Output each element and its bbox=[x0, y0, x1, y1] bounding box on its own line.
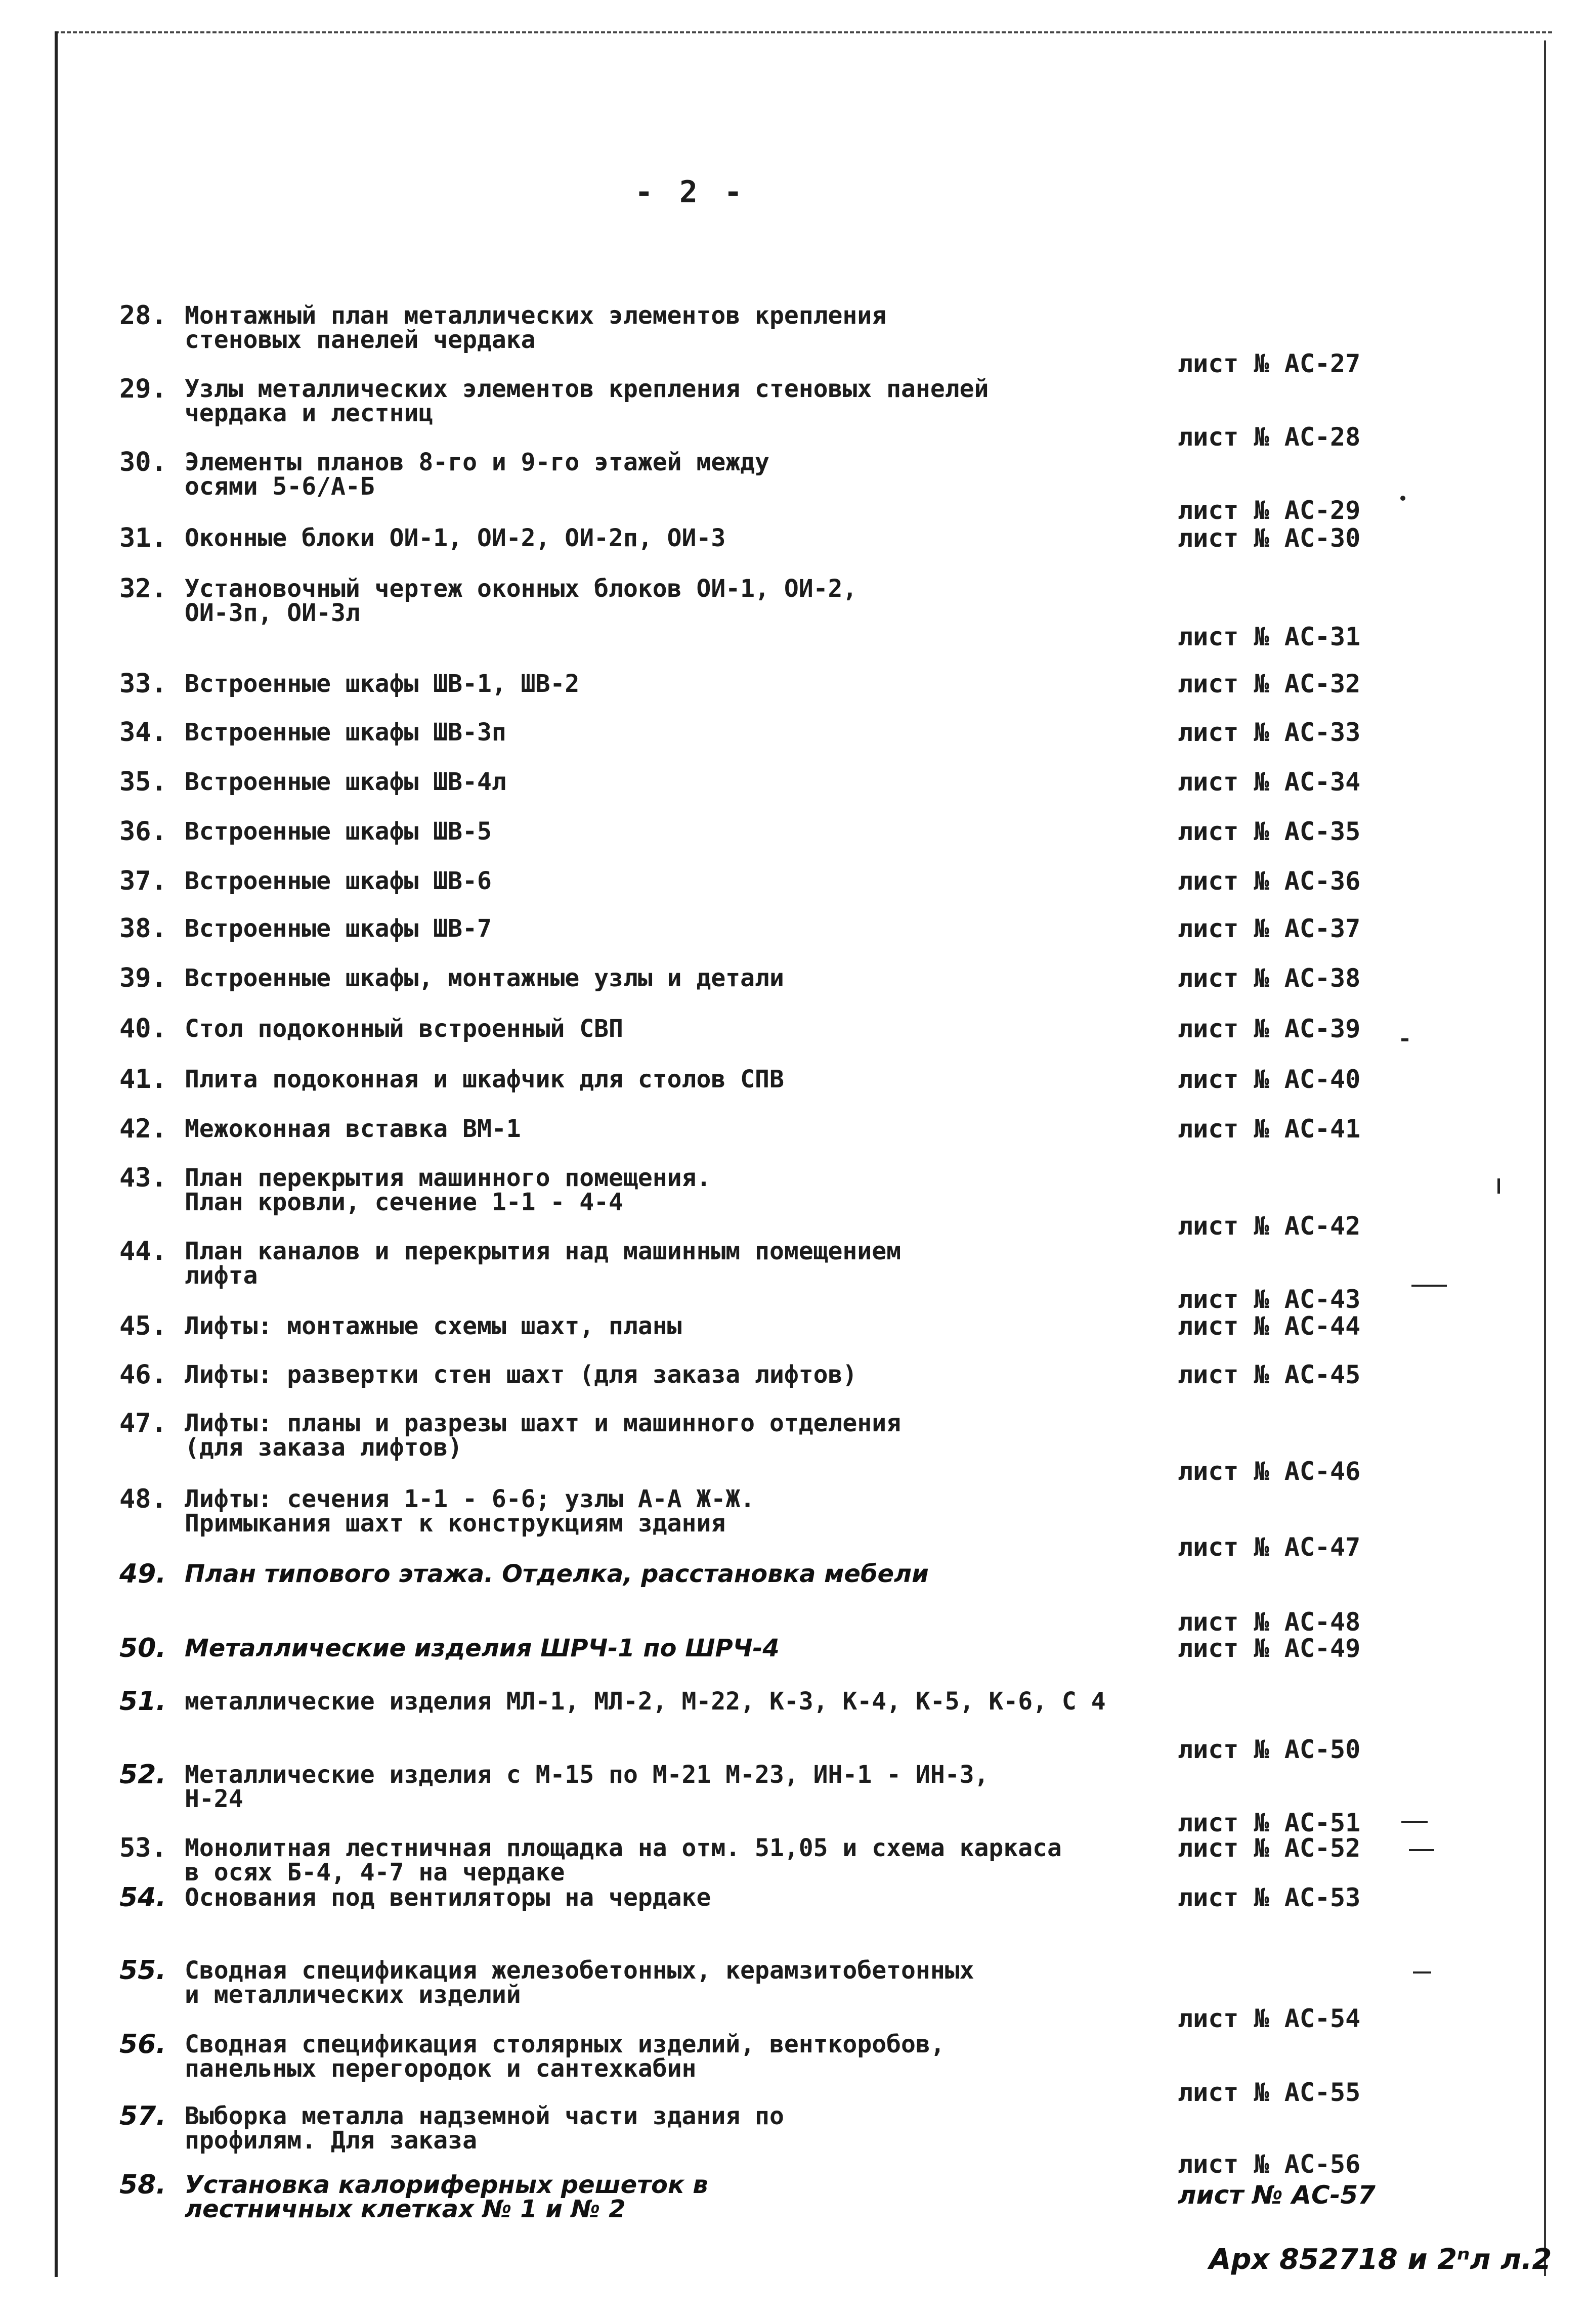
entry-number: 47. bbox=[119, 1408, 167, 1438]
entry-number: 56. bbox=[119, 2029, 166, 2059]
entry-number: 33. bbox=[119, 669, 167, 699]
entry-number: 40. bbox=[119, 1014, 167, 1044]
entry-title-line: Монолитная лестничная площадка на отм. 51,05 и схема каркаса bbox=[185, 1834, 1062, 1862]
entry-number: 44. bbox=[119, 1236, 167, 1266]
entry-title bbox=[185, 450, 1171, 499]
entry-title-line: Сводная спецификация железобетонных, керамзитобетонных bbox=[185, 1956, 974, 1985]
entry-number: 36. bbox=[119, 816, 167, 847]
entry-sheet-ref: лист № АС-34 bbox=[1178, 767, 1361, 797]
entry-title-line: Лифты: развертки стен шахт (для заказа лифтов) bbox=[185, 1361, 857, 1389]
entry-title-line: Металлические изделия с М-15 по М-21 М-23, ИН-1 - ИН-3, bbox=[185, 1761, 989, 1789]
entry-number: 30. bbox=[119, 447, 167, 477]
entry-title bbox=[185, 2032, 1171, 2081]
entry-sheet-ref: лист № АС-29 bbox=[1178, 496, 1361, 525]
entry-title bbox=[185, 966, 1171, 990]
entry-title bbox=[185, 1411, 1171, 1460]
entry-title-line: Встроенные шкафы, монтажные узлы и детали bbox=[185, 964, 784, 992]
entry-title bbox=[185, 1166, 1171, 1214]
scan-mark bbox=[1401, 1821, 1428, 1823]
entry-title bbox=[185, 1017, 1171, 1041]
entry-title bbox=[185, 1689, 1171, 1714]
entry-sheet-ref: лист № АС-55 bbox=[1178, 2078, 1361, 2107]
entry-title bbox=[185, 1562, 1171, 1586]
entry-sheet-ref: лист № АС-41 bbox=[1178, 1114, 1361, 1144]
entry-sheet-ref: лист № АС-30 bbox=[1178, 523, 1361, 553]
entry-title-line: Элементы планов 8-го и 9-го этажей между bbox=[185, 448, 769, 476]
entry-title bbox=[185, 1763, 1171, 1811]
entry-number: 29. bbox=[119, 374, 167, 404]
entry-sheet-ref: лист № АС-38 bbox=[1178, 963, 1361, 993]
entry-sheet-ref: лист № АС-28 bbox=[1178, 422, 1361, 452]
entry-title bbox=[185, 577, 1171, 625]
entry-title bbox=[185, 1834, 1171, 1887]
entry-sheet-ref: лист № АС-46 bbox=[1178, 1457, 1361, 1486]
entry-title-line: панельных перегородок и сантехкабин bbox=[185, 2054, 697, 2083]
entry-title-line: Встроенные шкафы ШВ-5 bbox=[185, 817, 492, 846]
entry-title bbox=[185, 1487, 1171, 1536]
entry-number: 46. bbox=[119, 1360, 167, 1390]
entry-title-line: Лифты: монтажные схемы шахт, планы bbox=[185, 1312, 682, 1340]
entry-title-line: металлические изделия МЛ-1, МЛ-2, М-22, К-3, К-4, К-5, К-6, С 4 bbox=[185, 1687, 1106, 1716]
entry-title bbox=[185, 377, 1171, 425]
entry-title-line: лестничных клетках № 1 и № 2 bbox=[185, 2195, 626, 2223]
entry-sheet-ref: лист № АС-31 bbox=[1178, 622, 1361, 651]
entry-number: 28. bbox=[119, 300, 167, 331]
entry-title-line: План перекрытия машинного помещения. bbox=[185, 1164, 711, 1192]
entry-sheet-ref: лист № АС-51 bbox=[1178, 1808, 1361, 1837]
entry-title-line: План каналов и перекрытия над машинным помещением bbox=[185, 1237, 902, 1265]
entry-title bbox=[185, 819, 1171, 844]
entry-title-line: Монтажный план металлических элементов крепления bbox=[185, 301, 887, 330]
entry-sheet-ref: лист № АС-49 bbox=[1178, 1634, 1361, 1663]
entry-title bbox=[185, 1067, 1171, 1091]
entry-number: 58. bbox=[119, 2170, 166, 2200]
entry-title-line: Встроенные шкафы ШВ-6 bbox=[185, 867, 492, 895]
entry-sheet-ref: лист № АС-35 bbox=[1178, 817, 1361, 846]
entry-title-line: План типового этажа. Отделка, расстановка мебели bbox=[185, 1560, 929, 1588]
entry-sheet-ref: лист № АС-43 bbox=[1178, 1285, 1361, 1314]
entry-title bbox=[185, 1885, 1171, 1910]
entry-title-line: Выборка металла надземной части здания по bbox=[185, 2102, 784, 2130]
entry-number: 41. bbox=[119, 1064, 167, 1094]
entry-title-line: чердака и лестниц bbox=[185, 399, 434, 427]
entry-number: 37. bbox=[119, 866, 167, 896]
entry-title-line: Сводная спецификация столярных изделий, венткоробов, bbox=[185, 2030, 945, 2058]
entry-number: 31. bbox=[119, 523, 167, 553]
entry-number: 55. bbox=[119, 1955, 166, 1986]
scan-mark bbox=[1409, 1849, 1434, 1851]
entry-title-line: профилям. Для заказа bbox=[185, 2126, 477, 2155]
entry-number: 34. bbox=[119, 717, 167, 748]
entry-number: 52. bbox=[119, 1760, 166, 1790]
entry-title-line: Металлические изделия ШРЧ-1 по ШРЧ-4 bbox=[185, 1634, 780, 1662]
entry-title bbox=[185, 869, 1171, 893]
entry-sheet-ref: лист № АС-47 bbox=[1178, 1532, 1361, 1562]
entry-title-line: ОИ-3п, ОИ-3л bbox=[185, 599, 360, 627]
entry-sheet-ref: лист № АС-48 bbox=[1178, 1607, 1361, 1637]
entry-sheet-ref: лист № АС-54 bbox=[1178, 2004, 1361, 2033]
archive-signature: Арх 852718 и 2ⁿл л.2 bbox=[1209, 2243, 1552, 2276]
entry-number: 51. bbox=[119, 1686, 166, 1717]
entry-title-line: Оконные блоки ОИ-1, ОИ-2, ОИ-2п, ОИ-3 bbox=[185, 524, 726, 552]
entry-sheet-ref: лист № АС-32 bbox=[1178, 669, 1361, 698]
entry-sheet-ref: лист № АС-52 bbox=[1178, 1833, 1361, 1863]
entry-title-line: Установочный чертеж оконных блоков ОИ-1, ОИ-2, bbox=[185, 575, 857, 603]
entry-title bbox=[185, 1636, 1171, 1660]
entry-sheet-ref: лист № АС-39 bbox=[1178, 1014, 1361, 1043]
entry-title bbox=[185, 303, 1171, 352]
entry-title bbox=[185, 718, 1171, 747]
entry-title bbox=[185, 526, 1171, 550]
scan-mark bbox=[1411, 1285, 1447, 1287]
entry-number: 48. bbox=[119, 1484, 167, 1514]
entry-title bbox=[185, 1117, 1171, 1141]
entry-sheet-ref: лист № АС-53 bbox=[1178, 1883, 1361, 1912]
entry-title-line: Лифты: сечения 1-1 - 6-6; узлы А-А Ж-Ж. bbox=[185, 1485, 755, 1513]
scan-mark bbox=[1497, 1178, 1500, 1194]
entry-title-line: Примыкания шахт к конструкциям здания bbox=[185, 1509, 726, 1538]
entry-title-line: Стол подоконный встроенный СВП bbox=[185, 1015, 623, 1043]
entry-title-line: Основания под вентиляторы на чердаке bbox=[185, 1883, 711, 1912]
entry-title-line: Узлы металлических элементов крепления стеновых панелей bbox=[185, 375, 989, 403]
entry-title-line: Н-24 bbox=[185, 1785, 243, 1813]
entry-title-line: в осях Б-4, 4-7 на чердаке bbox=[185, 1858, 565, 1887]
entry-title-line: Плита подоконная и шкафчик для столов СПВ bbox=[185, 1065, 784, 1093]
entry-sheet-ref: лист № АС-42 bbox=[1178, 1211, 1361, 1241]
entry-title bbox=[185, 1314, 1171, 1338]
entry-number: 32. bbox=[119, 574, 167, 604]
entry-sheet-ref: лист № АС-36 bbox=[1178, 866, 1361, 896]
entry-title bbox=[185, 1363, 1171, 1387]
entry-sheet-ref: лист № АС-27 bbox=[1178, 349, 1361, 378]
entry-sheet-ref: лист № АС-56 bbox=[1178, 2150, 1361, 2179]
entry-sheet-ref: лист № АС-57 bbox=[1178, 2180, 1376, 2210]
entry-title-line: Встроенные шкафы ШВ-4л bbox=[185, 768, 506, 796]
entry-number: 53. bbox=[119, 1833, 167, 1863]
entry-title-line: Встроенные шкафы ШВ-3п bbox=[185, 718, 506, 747]
entry-sheet-ref: лист № АС-50 bbox=[1178, 1735, 1361, 1764]
entry-title bbox=[185, 2104, 1171, 2153]
entry-title-line: Встроенные шкафы ШВ-7 bbox=[185, 914, 492, 943]
entry-number: 50. bbox=[119, 1633, 166, 1663]
entry-number: 42. bbox=[119, 1114, 167, 1144]
entry-number: 54. bbox=[119, 1882, 166, 1913]
entry-sheet-ref: лист № АС-33 bbox=[1178, 718, 1361, 747]
entry-sheet-ref: лист № АС-37 bbox=[1178, 914, 1361, 943]
entry-title-line: осями 5-6/А-Б bbox=[185, 472, 375, 501]
page-number: - 2 - bbox=[634, 174, 747, 210]
entry-number: 49. bbox=[119, 1559, 166, 1589]
entry-number: 43. bbox=[119, 1163, 167, 1193]
entry-title-line: лифта bbox=[185, 1261, 258, 1290]
entry-sheet-ref: лист № АС-45 bbox=[1178, 1360, 1361, 1389]
entry-number: 45. bbox=[119, 1311, 167, 1341]
scan-mark bbox=[1401, 1038, 1408, 1041]
entry-title-line: Установка калориферных решеток в bbox=[185, 2171, 708, 2199]
entry-title-line: и металлических изделий bbox=[185, 1981, 521, 2009]
entry-title-line: Встроенные шкафы ШВ-1, ШВ-2 bbox=[185, 670, 580, 698]
entry-title bbox=[185, 916, 1171, 941]
entry-title bbox=[185, 672, 1171, 696]
entry-number: 39. bbox=[119, 963, 167, 993]
entry-title-line: (для заказа лифтов) bbox=[185, 1433, 463, 1462]
entry-sheet-ref: лист № АС-44 bbox=[1178, 1311, 1361, 1341]
entry-title bbox=[185, 770, 1171, 794]
entry-sheet-ref: лист № АС-40 bbox=[1178, 1065, 1361, 1094]
entry-title bbox=[185, 1958, 1171, 2007]
entry-number: 57. bbox=[119, 2101, 166, 2131]
scan-mark bbox=[1413, 1971, 1431, 1974]
entry-title bbox=[185, 1239, 1171, 1288]
entry-number: 38. bbox=[119, 913, 167, 944]
entry-title-line: стеновых панелей чердака bbox=[185, 326, 536, 354]
entry-number: 35. bbox=[119, 767, 167, 797]
entry-title-line: Межоконная вставка ВМ-1 bbox=[185, 1115, 521, 1143]
entry-title bbox=[185, 2173, 1171, 2221]
entry-title-line: Лифты: планы и разрезы шахт и машинного отделения bbox=[185, 1409, 902, 1437]
scan-mark bbox=[1400, 496, 1405, 501]
entry-title-line: План кровли, сечение 1-1 - 4-4 bbox=[185, 1188, 623, 1216]
